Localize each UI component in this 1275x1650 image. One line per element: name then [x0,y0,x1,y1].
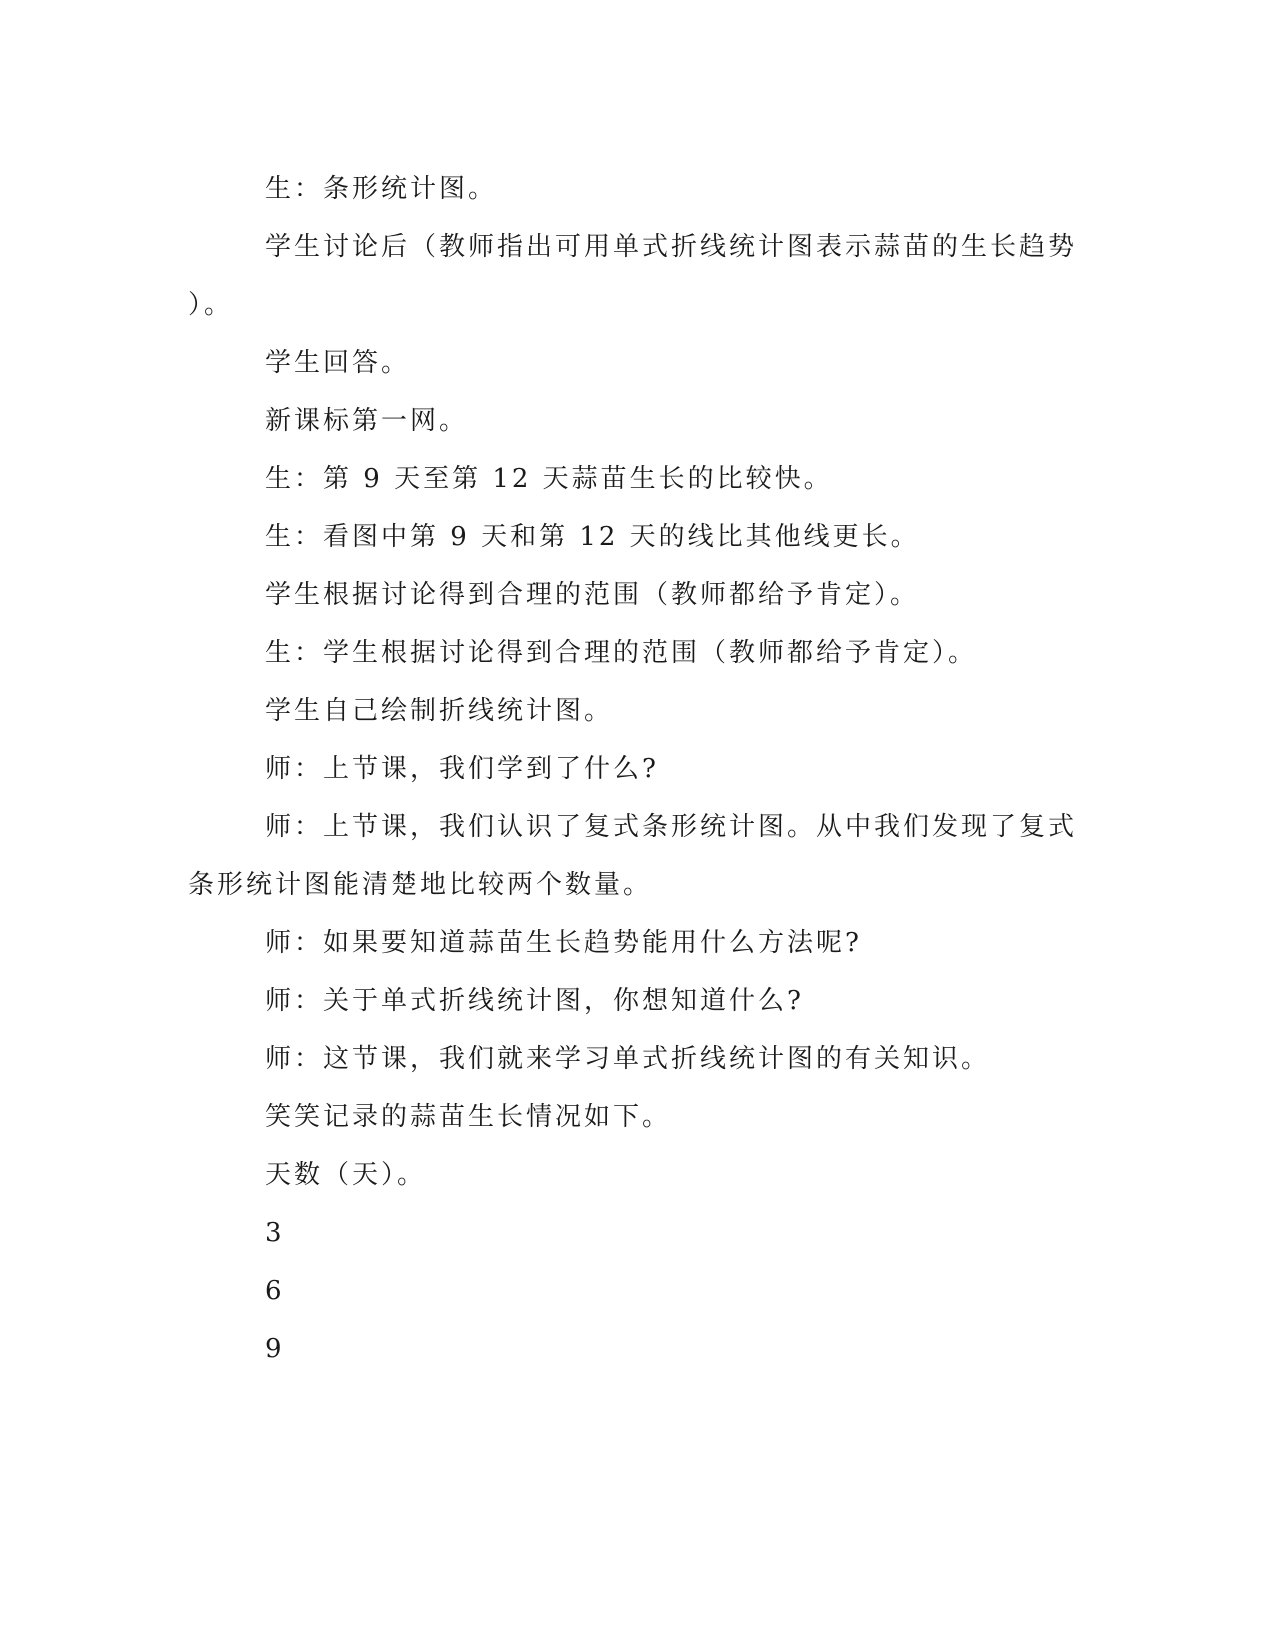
paragraph-line: 生：看图中第 9 天和第 12 天的线比其他线更长。 [265,522,920,552]
paragraph-line: 师：上节课，我们学到了什么? [265,754,659,784]
paragraph-line: 学生根据讨论得到合理的范围（教师都给予肯定）。 [265,580,920,610]
paragraph-line: 新课标第一网。 [265,406,469,436]
paragraph-line: 9 [265,1334,285,1364]
paragraph-line: 生：学生根据讨论得到合理的范围（教师都给予肯定）。 [265,638,978,668]
paragraph-line: ）。 [188,290,234,320]
paragraph-line: 师：如果要知道蒜苗生长趋势能用什么方法呢? [265,928,862,958]
paragraph-line: 学生回答。 [265,348,411,378]
paragraph-line: 生：条形统计图。 [265,174,498,204]
paragraph-line: 学生讨论后（教师指出可用单式折线统计图表示蒜苗的生长趋势 [265,232,1078,262]
paragraph-line: 天数（天）。 [265,1160,427,1190]
paragraph-line: 师：关于单式折线统计图，你想知道什么? [265,986,804,1016]
paragraph-line: 学生自己绘制折线统计图。 [265,696,614,726]
paragraph-line: 笑笑记录的蒜苗生长情况如下。 [265,1102,672,1132]
paragraph-line: 3 [265,1218,285,1248]
paragraph-line: 师：上节课，我们认识了复式条形统计图。从中我们发现了复式 [265,812,1078,842]
paragraph-line: 生：第 9 天至第 12 天蒜苗生长的比较快。 [265,464,833,494]
paragraph-line: 6 [265,1276,285,1306]
paragraph-line: 师：这节课，我们就来学习单式折线统计图的有关知识。 [265,1044,991,1074]
paragraph-line: 条形统计图能清楚地比较两个数量。 [188,870,653,900]
